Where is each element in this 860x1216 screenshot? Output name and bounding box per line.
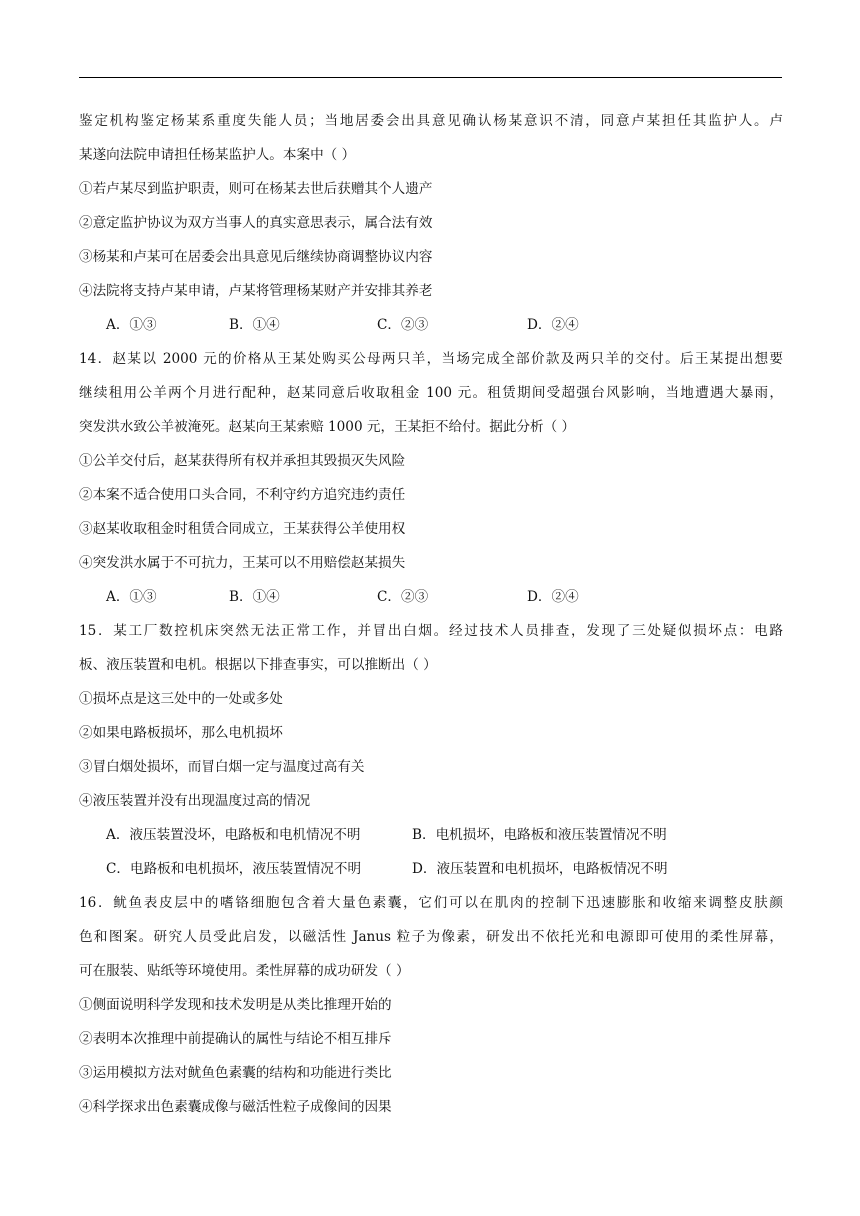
question-content	[79, 104, 783, 1124]
question-stem-line: 板、液压装置和电机。根据以下排查事实，可以推断出（ ）	[79, 657, 437, 673]
question-stem-line: 某遂向法院申请担任杨某监护人。本案中（ ）	[79, 147, 356, 163]
header-rule	[79, 77, 782, 78]
question-stem-line: 14．赵某以 2000 元的价格从王某处购买公母两只羊，当场完成全部价款及两只羊的交付。后王某提出想要	[79, 351, 783, 367]
option-d: D．②④	[527, 317, 579, 333]
option-c: C．②③	[377, 317, 429, 333]
option-a: A．液压装置没坏，电路板和电机情况不明	[106, 827, 361, 843]
question-14	[79, 342, 783, 614]
option-c: C．②③	[377, 589, 429, 605]
question-16	[79, 886, 783, 1124]
statement: ③运用模拟方法对鱿鱼色素囊的结构和功能进行类比	[79, 1065, 392, 1081]
option-b: B．电机损坏，电路板和液压装置情况不明	[412, 827, 667, 843]
statement: ②表明本次推理中前提确认的属性与结论不相互排斥	[79, 1031, 392, 1047]
question-stem-line: 16．鱿鱼表皮层中的嗜铬细胞包含着大量色素囊，它们可以在肌肉的控制下迅速膨胀和收缩来调整皮肤颜	[79, 895, 783, 911]
statement: ②本案不适合使用口头合同，不利守约方追究违约责任	[79, 487, 406, 503]
statement: ②如果电路板损坏，那么电机损坏	[79, 725, 283, 741]
option-a: A．①③	[106, 317, 157, 333]
statement: ③赵某收取租金时租赁合同成立，王某获得公羊使用权	[79, 521, 406, 537]
question-13	[79, 104, 783, 342]
statement: ②意定监护协议为双方当事人的真实意思表示，属合法有效	[79, 215, 433, 231]
statement: ④液压装置并没有出现温度过高的情况	[79, 793, 311, 809]
option-b: B．①④	[229, 589, 280, 605]
statement: ④突发洪水属于不可抗力，王某可以不用赔偿赵某损失	[79, 555, 406, 571]
statement: ①公羊交付后，赵某获得所有权并承担其毁损灭失风险	[79, 453, 406, 469]
statement: ④科学探求出色素囊成像与磁活性粒子成像间的因果	[79, 1099, 392, 1115]
question-stem-line: 15．某工厂数控机床突然无法正常工作，并冒出白烟。经过技术人员排查，发现了三处疑似损坏点：电路	[79, 623, 783, 639]
answer-options	[79, 852, 783, 886]
question-stem-line: 色和图案。研究人员受此启发，以磁活性 Janus 粒子为像素，研发出不依托光和电源即可使用的柔性屏幕，	[79, 929, 783, 945]
statement: ①若卢某尽到监护职责，则可在杨某去世后获赠其个人遗产	[79, 181, 433, 197]
statement: ④法院将支持卢某申请，卢某将管理杨某财产并安排其养老	[79, 283, 433, 299]
statement: ③杨某和卢某可在居委会出具意见后继续协商调整协议内容	[79, 249, 433, 265]
answer-options	[79, 818, 783, 852]
option-d: D．液压装置和电机损坏，电路板情况不明	[412, 861, 668, 877]
question-stem-line: 继续租用公羊两个月进行配种，赵某同意后收取租金 100 元。租赁期间受超强台风影响，当地遭遇大暴雨，	[79, 385, 783, 401]
statement: ①侧面说明科学发现和技术发明是从类比推理开始的	[79, 997, 392, 1013]
answer-options	[79, 308, 783, 342]
question-stem-line: 可在服装、贴纸等环境使用。柔性屏幕的成功研发（ ）	[79, 963, 410, 979]
statement: ③冒白烟处损坏，而冒白烟一定与温度过高有关	[79, 759, 365, 775]
option-a: A．①③	[106, 589, 157, 605]
question-stem-line: 突发洪水致公羊被淹死。赵某向王某索赔 1000 元，王某拒不给付。据此分析（ ）	[79, 419, 576, 435]
answer-options	[79, 580, 783, 614]
question-stem-line: 鉴定机构鉴定杨某系重度失能人员；当地居委会出具意见确认杨某意识不清，同意卢某担任其监护人。卢	[79, 113, 783, 129]
option-d: D．②④	[527, 589, 579, 605]
option-c: C．电路板和电机损坏，液压装置情况不明	[106, 861, 362, 877]
question-15	[79, 614, 783, 886]
statement: ①损坏点是这三处中的一处或多处	[79, 691, 283, 707]
option-b: B．①④	[229, 317, 280, 333]
